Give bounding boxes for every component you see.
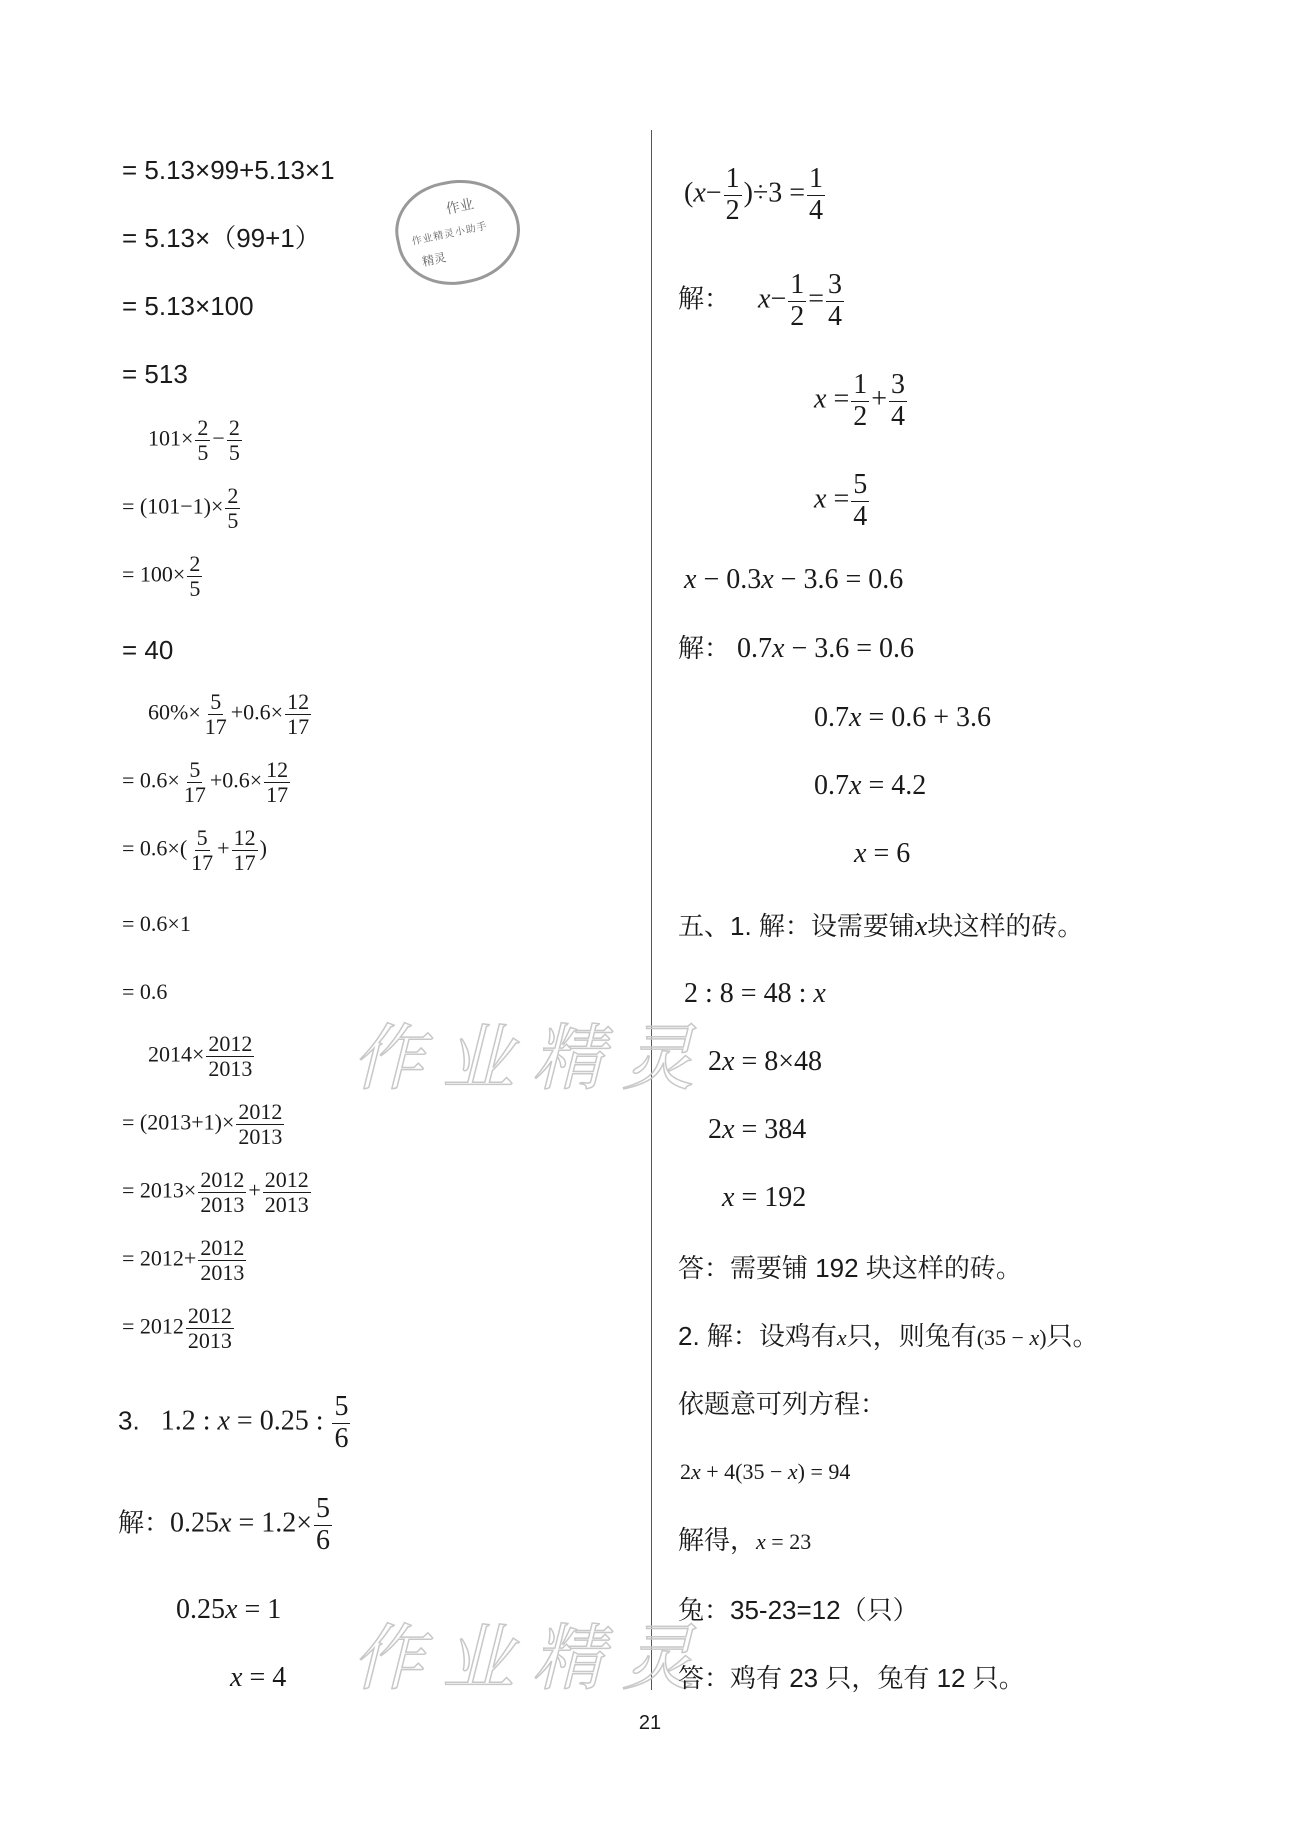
fraction — [203, 690, 229, 739]
equation-line — [814, 766, 926, 806]
expr-text: 0.7 — [814, 770, 849, 801]
fraction — [724, 164, 742, 227]
expr-text: +0.6× — [209, 767, 263, 793]
variable: x — [756, 1529, 766, 1554]
watermark-stamp — [387, 168, 530, 296]
fraction — [227, 416, 242, 465]
expr-text: − 0.3 — [696, 564, 762, 595]
expr-text: = 0.25 : — [229, 1405, 331, 1437]
fraction — [225, 484, 240, 533]
equation-line — [684, 974, 826, 1014]
equation-line — [814, 698, 991, 738]
calc-line: = 513 — [122, 359, 188, 389]
expr-text: = 0.6×( — [122, 835, 188, 861]
expr-text: = 2013× — [122, 1177, 197, 1203]
expr-text: = 1.2× — [231, 1507, 313, 1539]
denominator: 4 — [853, 500, 868, 532]
expr-text: 只。 — [1046, 1321, 1099, 1351]
numerator: 12 — [266, 757, 289, 782]
expr-text: 0.25 — [170, 1507, 220, 1539]
denominator: 2013 — [208, 1056, 253, 1082]
fraction — [851, 370, 869, 433]
page-number: 21 — [638, 1712, 662, 1734]
expr-text: + 4(35 − — [700, 1459, 788, 1484]
calc-line — [122, 552, 204, 601]
variable: x — [849, 702, 862, 733]
variable: x — [814, 483, 827, 515]
equation-line — [678, 1520, 811, 1562]
denominator: 17 — [204, 714, 227, 740]
variable: x — [814, 383, 827, 415]
calc-line — [148, 416, 244, 465]
calc-line — [122, 484, 242, 533]
watermark-text: 作业精灵 — [352, 1016, 713, 1100]
fraction — [198, 1168, 246, 1217]
expr-text: ) — [259, 835, 267, 861]
fraction — [232, 826, 258, 875]
calc-line: = 40 — [122, 635, 174, 665]
expr-text: 块这样的砖。 — [927, 911, 1084, 941]
calc-line — [148, 1032, 256, 1081]
numerator: 5 — [196, 825, 208, 850]
expr-text: 0.25 — [176, 1594, 225, 1625]
answer-line: 答：需要铺 192 块这样的砖。 — [678, 1253, 1022, 1283]
calc-line: = 5.13×99+5.13×1 — [122, 155, 335, 185]
calc-line — [122, 1168, 313, 1217]
fraction — [189, 826, 215, 875]
expr-text: 0.7 — [730, 633, 773, 664]
expr-text: = 2012 — [122, 1313, 184, 1339]
variable: x — [230, 1662, 243, 1693]
calc-line — [148, 690, 313, 739]
numerator: 2 — [227, 483, 239, 508]
numerator: 2 — [228, 415, 240, 440]
equation-line — [708, 1110, 806, 1150]
denominator: 6 — [334, 1422, 349, 1454]
numerator: 5 — [853, 469, 868, 500]
fraction — [195, 416, 210, 465]
expr-text: 60%× — [148, 699, 201, 725]
expr-text: = 192 — [734, 1182, 807, 1213]
equation-line — [118, 1392, 352, 1455]
fraction — [788, 270, 806, 333]
fraction — [198, 1236, 246, 1285]
numerator: 2012 — [264, 1167, 309, 1192]
variable: x — [758, 283, 771, 315]
expr-text: 2. 解：设鸡有 — [678, 1321, 837, 1351]
variable: x — [693, 177, 706, 209]
stamp-bottom-text: 精灵 — [421, 250, 448, 269]
denominator: 2013 — [238, 1124, 283, 1150]
fraction — [182, 758, 208, 807]
expr-text: 2 : 8 = 48 : — [684, 978, 814, 1009]
numerator: 5 — [334, 1391, 349, 1422]
variable: x — [684, 564, 697, 595]
expr-text: ( — [684, 177, 694, 209]
denominator: 4 — [891, 400, 906, 432]
fraction — [314, 1494, 332, 1557]
expr-text: + — [248, 1177, 261, 1203]
denominator: 17 — [266, 782, 289, 808]
variable: x — [225, 1594, 238, 1625]
expr-text: 0.7 — [814, 702, 849, 733]
equation-line — [176, 1590, 281, 1630]
expr-text: = — [826, 483, 850, 515]
calc-line — [122, 1236, 248, 1285]
expr-text: 2014× — [148, 1041, 205, 1067]
variable: x — [722, 1182, 735, 1213]
word-problem-line — [678, 906, 1083, 947]
numerator: 1 — [809, 163, 824, 194]
denominator: 5 — [227, 508, 239, 534]
question-number: 3. — [118, 1405, 140, 1436]
expr-text: = 2012+ — [122, 1245, 197, 1271]
fraction — [263, 1168, 311, 1217]
fraction — [264, 758, 290, 807]
calc-line: = 5.13×（99+1） — [122, 223, 321, 253]
expr-text: = (2013+1)× — [122, 1109, 235, 1135]
variable: x — [914, 911, 928, 942]
equation-line — [814, 370, 909, 433]
expr-text: (35 − — [976, 1325, 1030, 1350]
calc-line — [122, 1100, 286, 1149]
expr-text: = 4 — [242, 1662, 287, 1693]
expr-text: 五、1. 解：设需要铺 — [678, 911, 915, 941]
fraction — [186, 1304, 234, 1353]
numerator: 2 — [197, 415, 209, 440]
variable: x — [219, 1507, 232, 1539]
denominator: 5 — [228, 440, 240, 466]
numerator: 5 — [210, 689, 222, 714]
expr-text: − — [770, 283, 787, 315]
denominator: 2013 — [200, 1260, 245, 1286]
expr-text: = — [826, 383, 850, 415]
numerator: 1 — [725, 163, 740, 194]
expr-text: 只，则兔有 — [846, 1321, 977, 1351]
variable: x — [1029, 1325, 1040, 1350]
text-line: 兔：35-23=12（只） — [678, 1595, 919, 1625]
expr-text: = 6 — [866, 838, 911, 869]
fraction — [206, 1032, 254, 1081]
expr-text: = 8×48 — [734, 1046, 823, 1077]
expr-text: ) — [1039, 1325, 1047, 1350]
denominator: 5 — [197, 440, 209, 466]
fraction — [826, 270, 844, 333]
equation-line — [684, 164, 827, 227]
equation-line — [814, 470, 871, 533]
expr-text: + — [217, 835, 230, 861]
text-line: 依题意可列方程： — [678, 1389, 887, 1419]
numerator: 3 — [828, 269, 843, 300]
solution-label: 解： — [678, 633, 731, 663]
expr-text: − — [705, 177, 722, 209]
fraction — [187, 552, 202, 601]
denominator: 4 — [809, 194, 824, 226]
numerator: 1 — [853, 369, 868, 400]
expr-text: = 23 — [765, 1529, 812, 1554]
denominator: 2 — [853, 400, 868, 432]
calc-line: = 0.6 — [122, 979, 168, 1004]
variable: x — [772, 633, 785, 664]
expr-text: = 0.6× — [122, 767, 180, 793]
equation-line — [684, 560, 903, 600]
variable: x — [836, 1325, 847, 1350]
calc-line: = 0.6×1 — [122, 911, 191, 936]
equation-line — [230, 1658, 286, 1698]
expr-text: +0.6× — [230, 699, 284, 725]
stamp-top-text: 作业 — [444, 195, 476, 217]
variable: x — [691, 1459, 701, 1484]
expr-text: 2 — [680, 1459, 691, 1484]
denominator: 2013 — [200, 1192, 245, 1218]
expr-text: = — [808, 283, 825, 315]
variable: x — [854, 838, 867, 869]
equation-line — [678, 628, 914, 669]
denominator: 17 — [191, 850, 214, 876]
solution-label: 解： — [678, 283, 731, 314]
calc-line — [122, 826, 267, 875]
variable: x — [761, 564, 774, 595]
expr-text: )÷3 = — [743, 177, 806, 209]
variable: x — [217, 1405, 230, 1437]
expr-text: = 100× — [122, 561, 186, 587]
expr-text: = 0.6 + 3.6 — [861, 702, 992, 733]
equation-line — [854, 834, 910, 874]
fraction — [807, 164, 825, 227]
calc-line — [122, 758, 292, 807]
denominator: 6 — [316, 1524, 331, 1556]
numerator: 2012 — [200, 1167, 245, 1192]
equation-line — [722, 1178, 806, 1218]
variable: x — [722, 1046, 735, 1077]
fraction — [851, 470, 869, 533]
numerator: 2 — [189, 551, 201, 576]
numerator: 1 — [790, 269, 805, 300]
expr-text: ) = 94 — [797, 1459, 851, 1484]
equation-line — [708, 1042, 822, 1082]
numerator: 2012 — [200, 1235, 245, 1260]
answer-line: 答：鸡有 23 只，兔有 12 只。 — [678, 1663, 1025, 1693]
variable: x — [813, 978, 826, 1009]
equation-line — [678, 270, 846, 333]
denominator: 2 — [725, 194, 740, 226]
expr-text: − — [212, 425, 225, 451]
word-problem-line — [678, 1316, 1099, 1358]
variable: x — [787, 1459, 798, 1484]
variable: x — [722, 1114, 735, 1145]
expr-text: 2 — [708, 1046, 722, 1077]
expr-text: + — [871, 383, 888, 415]
expr-text: 2 — [708, 1114, 722, 1145]
expr-text: = 4.2 — [861, 770, 927, 801]
numerator: 3 — [891, 369, 906, 400]
fraction — [332, 1392, 350, 1455]
denominator: 4 — [828, 300, 843, 332]
fraction — [285, 690, 311, 739]
fraction — [889, 370, 907, 433]
numerator: 5 — [189, 757, 201, 782]
numerator: 5 — [316, 1493, 331, 1524]
stamp-mid-text: 作业精灵小助手 — [410, 220, 489, 248]
variable: x — [849, 770, 862, 801]
expr-text: = (101−1)× — [122, 493, 224, 519]
numerator: 2012 — [238, 1099, 283, 1124]
expr-text: 101× — [148, 425, 194, 451]
expr-text: − 3.6 = 0.6 — [784, 633, 915, 664]
expr-text: 解得， — [678, 1525, 757, 1555]
expr-text: = 384 — [734, 1114, 807, 1145]
denominator: 17 — [287, 714, 310, 740]
denominator: 2013 — [187, 1328, 232, 1354]
equation-line — [118, 1494, 334, 1557]
column-divider — [651, 130, 652, 1690]
calc-line — [122, 1304, 236, 1353]
solution-label: 解： — [118, 1507, 171, 1538]
numerator: 2012 — [208, 1031, 253, 1056]
denominator: 17 — [233, 850, 256, 876]
expr-text: = 1 — [237, 1594, 282, 1625]
denominator: 5 — [189, 576, 201, 602]
numerator: 12 — [287, 689, 310, 714]
numerator: 12 — [233, 825, 256, 850]
expr-text: 1.2 : — [160, 1405, 218, 1437]
equation-line — [680, 1452, 850, 1492]
denominator: 17 — [183, 782, 206, 808]
fraction — [236, 1100, 284, 1149]
denominator: 2 — [790, 300, 805, 332]
numerator: 2012 — [187, 1303, 232, 1328]
expr-text: − 3.6 = 0.6 — [773, 564, 904, 595]
watermark-text: 作业精灵 — [352, 1616, 713, 1700]
denominator: 2013 — [264, 1192, 309, 1218]
calc-line: = 5.13×100 — [122, 291, 254, 321]
